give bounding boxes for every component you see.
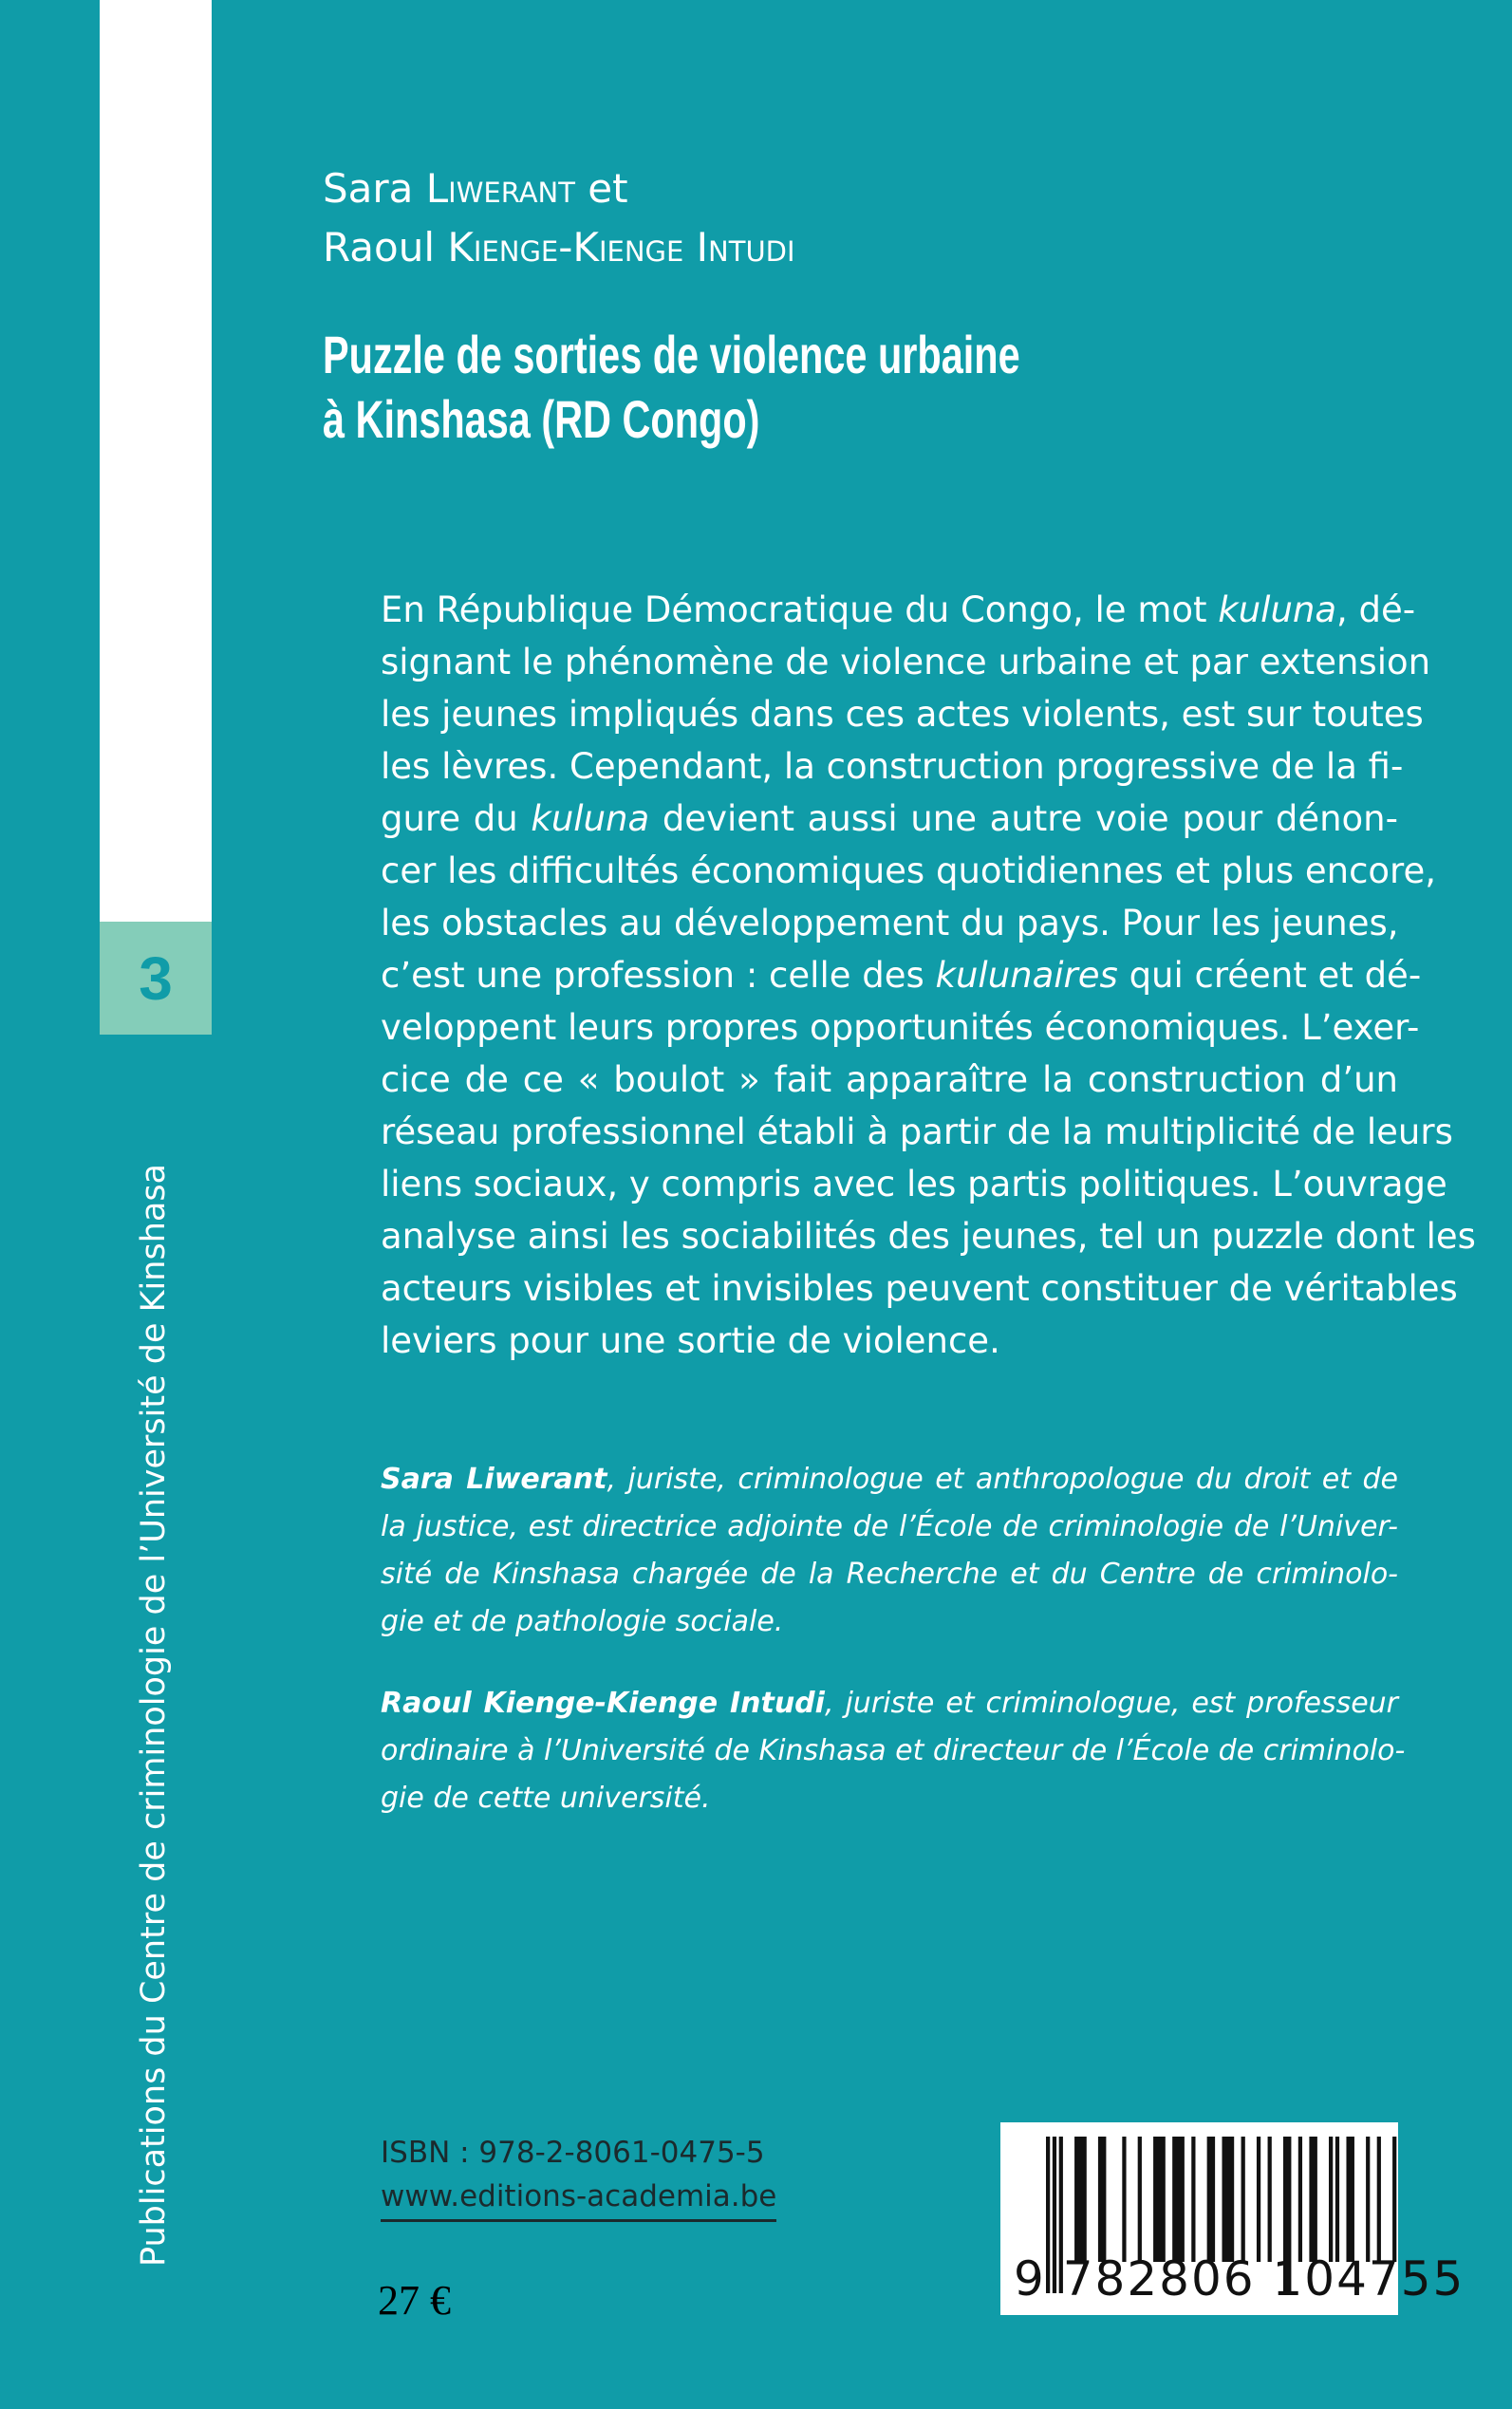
barcode-bar xyxy=(1268,2137,1272,2262)
text-line xyxy=(381,1727,1406,1775)
text-run: analyse ainsi les sociabilités des jeunes, tel un puzzle dont les xyxy=(381,1216,1476,1257)
text-run: les jeunes impliqués dans ces actes violents, est sur toutes xyxy=(381,694,1424,735)
white-spine-strip xyxy=(100,0,212,922)
text-line xyxy=(381,1775,1398,1822)
text-line xyxy=(381,1456,1398,1503)
text-line xyxy=(381,1503,1398,1551)
text-run: qui créent et dé- xyxy=(1117,955,1422,996)
barcode-bar xyxy=(1191,2137,1195,2262)
text-run: les lèvres. Cependant, la construction progressive de la fi- xyxy=(381,746,1404,787)
text-line xyxy=(381,1001,1420,1054)
book-title xyxy=(323,323,1020,452)
text-line xyxy=(381,1158,1447,1210)
barcode-bar xyxy=(1366,2137,1370,2262)
emphasis: kuluna xyxy=(531,798,650,839)
text-run: la justice, est directrice adjointe de l’École de criminologie de l’Univer- xyxy=(381,1510,1398,1543)
text-line xyxy=(381,1106,1453,1158)
barcode-bar xyxy=(1153,2137,1166,2262)
barcode-bar xyxy=(1138,2137,1142,2262)
text-run: , dé- xyxy=(1336,589,1416,630)
text-run: liens sociaux, y compris avec les partis politiques. L’ouvrage xyxy=(381,1164,1447,1204)
barcode-bar xyxy=(1309,2137,1316,2262)
barcode-bar xyxy=(1098,2137,1106,2262)
series-number: 3 xyxy=(139,943,173,1013)
text-line xyxy=(381,1210,1476,1262)
author-last-name: Liwerant xyxy=(425,165,575,212)
text-run: cer les difficultés économiques quotidiennes et plus encore, xyxy=(381,850,1436,891)
text-run: les obstacles au développement du pays. Pour les jeunes, xyxy=(381,903,1399,943)
author-bio-liwerant xyxy=(381,1456,1398,1646)
publisher-website-link[interactable]: www.editions-academia.be xyxy=(381,2179,776,2222)
author-last-name: Kienge-Kienge Intudi xyxy=(447,224,795,271)
text-run: signant le phénomène de violence urbaine et par extension xyxy=(381,642,1431,682)
text-run: gure du xyxy=(381,798,532,839)
text-run: En République Démocratique du Congo, le mot xyxy=(381,589,1219,630)
text-line xyxy=(381,1054,1398,1106)
barcode-bar xyxy=(1257,2137,1260,2262)
text-run: , juriste et criminologue, est professeur xyxy=(824,1687,1398,1720)
text-line xyxy=(381,636,1431,688)
author-conjunction: et xyxy=(588,165,628,212)
text-line xyxy=(381,897,1398,949)
emphasis: Raoul Kienge-Kienge Intudi xyxy=(381,1687,825,1720)
text-run: gie et de pathologie sociale. xyxy=(381,1605,784,1638)
barcode-bar xyxy=(1346,2137,1353,2262)
author-2 xyxy=(323,218,795,277)
text-line xyxy=(381,1551,1398,1598)
text-line xyxy=(381,584,1416,636)
price: 27 € xyxy=(378,2277,451,2324)
author-bio-kienge xyxy=(381,1680,1406,1822)
barcode-bar xyxy=(1241,2137,1245,2262)
authors xyxy=(323,159,795,277)
author-first-name: Sara xyxy=(323,165,414,212)
barcode-bar xyxy=(1207,2137,1215,2262)
series-label: Publications du Centre de criminologie de l’Université de Kinshasa xyxy=(135,1163,173,2267)
barcode-bar xyxy=(1122,2137,1126,2262)
text-run: sité de Kinshasa chargée de la Recherche et du Centre de criminolo- xyxy=(381,1558,1398,1591)
text-line xyxy=(381,1680,1398,1727)
text-run: acteurs visibles et invisibles peuvent constituer de véritables xyxy=(381,1268,1458,1309)
text-run: devient aussi une autre voie pour dénon- xyxy=(649,798,1398,839)
text-run: ordinaire à l’Université de Kinshasa et directeur de l’École de criminolo- xyxy=(381,1734,1406,1767)
text-run: cice de ce « boulot » fait apparaître la construction d’un xyxy=(381,1059,1398,1100)
barcode xyxy=(1000,2122,1465,2315)
barcode-bar xyxy=(1335,2137,1339,2262)
author-1 xyxy=(323,159,795,218)
text-line xyxy=(381,1315,1398,1367)
text-line xyxy=(381,688,1424,740)
barcode-bar xyxy=(1074,2137,1087,2262)
text-line xyxy=(381,845,1436,897)
barcode-bar xyxy=(1222,2137,1234,2262)
text-line xyxy=(381,740,1404,793)
text-run: c’est une profession : celle des xyxy=(381,955,936,996)
text-line xyxy=(381,1262,1458,1315)
author-first-name: Raoul xyxy=(323,224,435,271)
title-line: à Kinshasa (RD Congo) xyxy=(323,389,760,449)
barcode-bar xyxy=(1172,2137,1185,2262)
isbn: ISBN : 978-2-8061-0475-5 xyxy=(381,2136,765,2170)
text-line xyxy=(381,793,1398,845)
text-line xyxy=(381,1598,1398,1646)
summary-text xyxy=(381,584,1476,1367)
barcode-bar xyxy=(1392,2137,1396,2262)
barcode-digits: 9 782806 104755 xyxy=(1014,2251,1465,2306)
text-run: veloppent leurs propres opportunités économiques. L’exer- xyxy=(381,1007,1420,1048)
barcode-bar xyxy=(1377,2137,1381,2262)
emphasis: Sara Liwerant xyxy=(381,1463,607,1496)
barcode-bar xyxy=(1298,2137,1302,2262)
text-run: , juriste, criminologue et anthropologue du droit et de xyxy=(607,1463,1398,1496)
text-run: réseau professionnel établi à partir de la multiplicité de leurs xyxy=(381,1111,1453,1152)
text-line xyxy=(381,949,1422,1001)
emphasis: kuluna xyxy=(1218,589,1337,630)
title-line: Puzzle de sorties de violence urbaine xyxy=(323,325,1020,384)
text-run: gie de cette université. xyxy=(381,1782,711,1815)
text-run: leviers pour une sortie de violence. xyxy=(381,1320,1000,1361)
emphasis: kulunaires xyxy=(935,955,1118,996)
barcode-bar xyxy=(1329,2137,1333,2262)
series-number-box xyxy=(100,922,212,1035)
